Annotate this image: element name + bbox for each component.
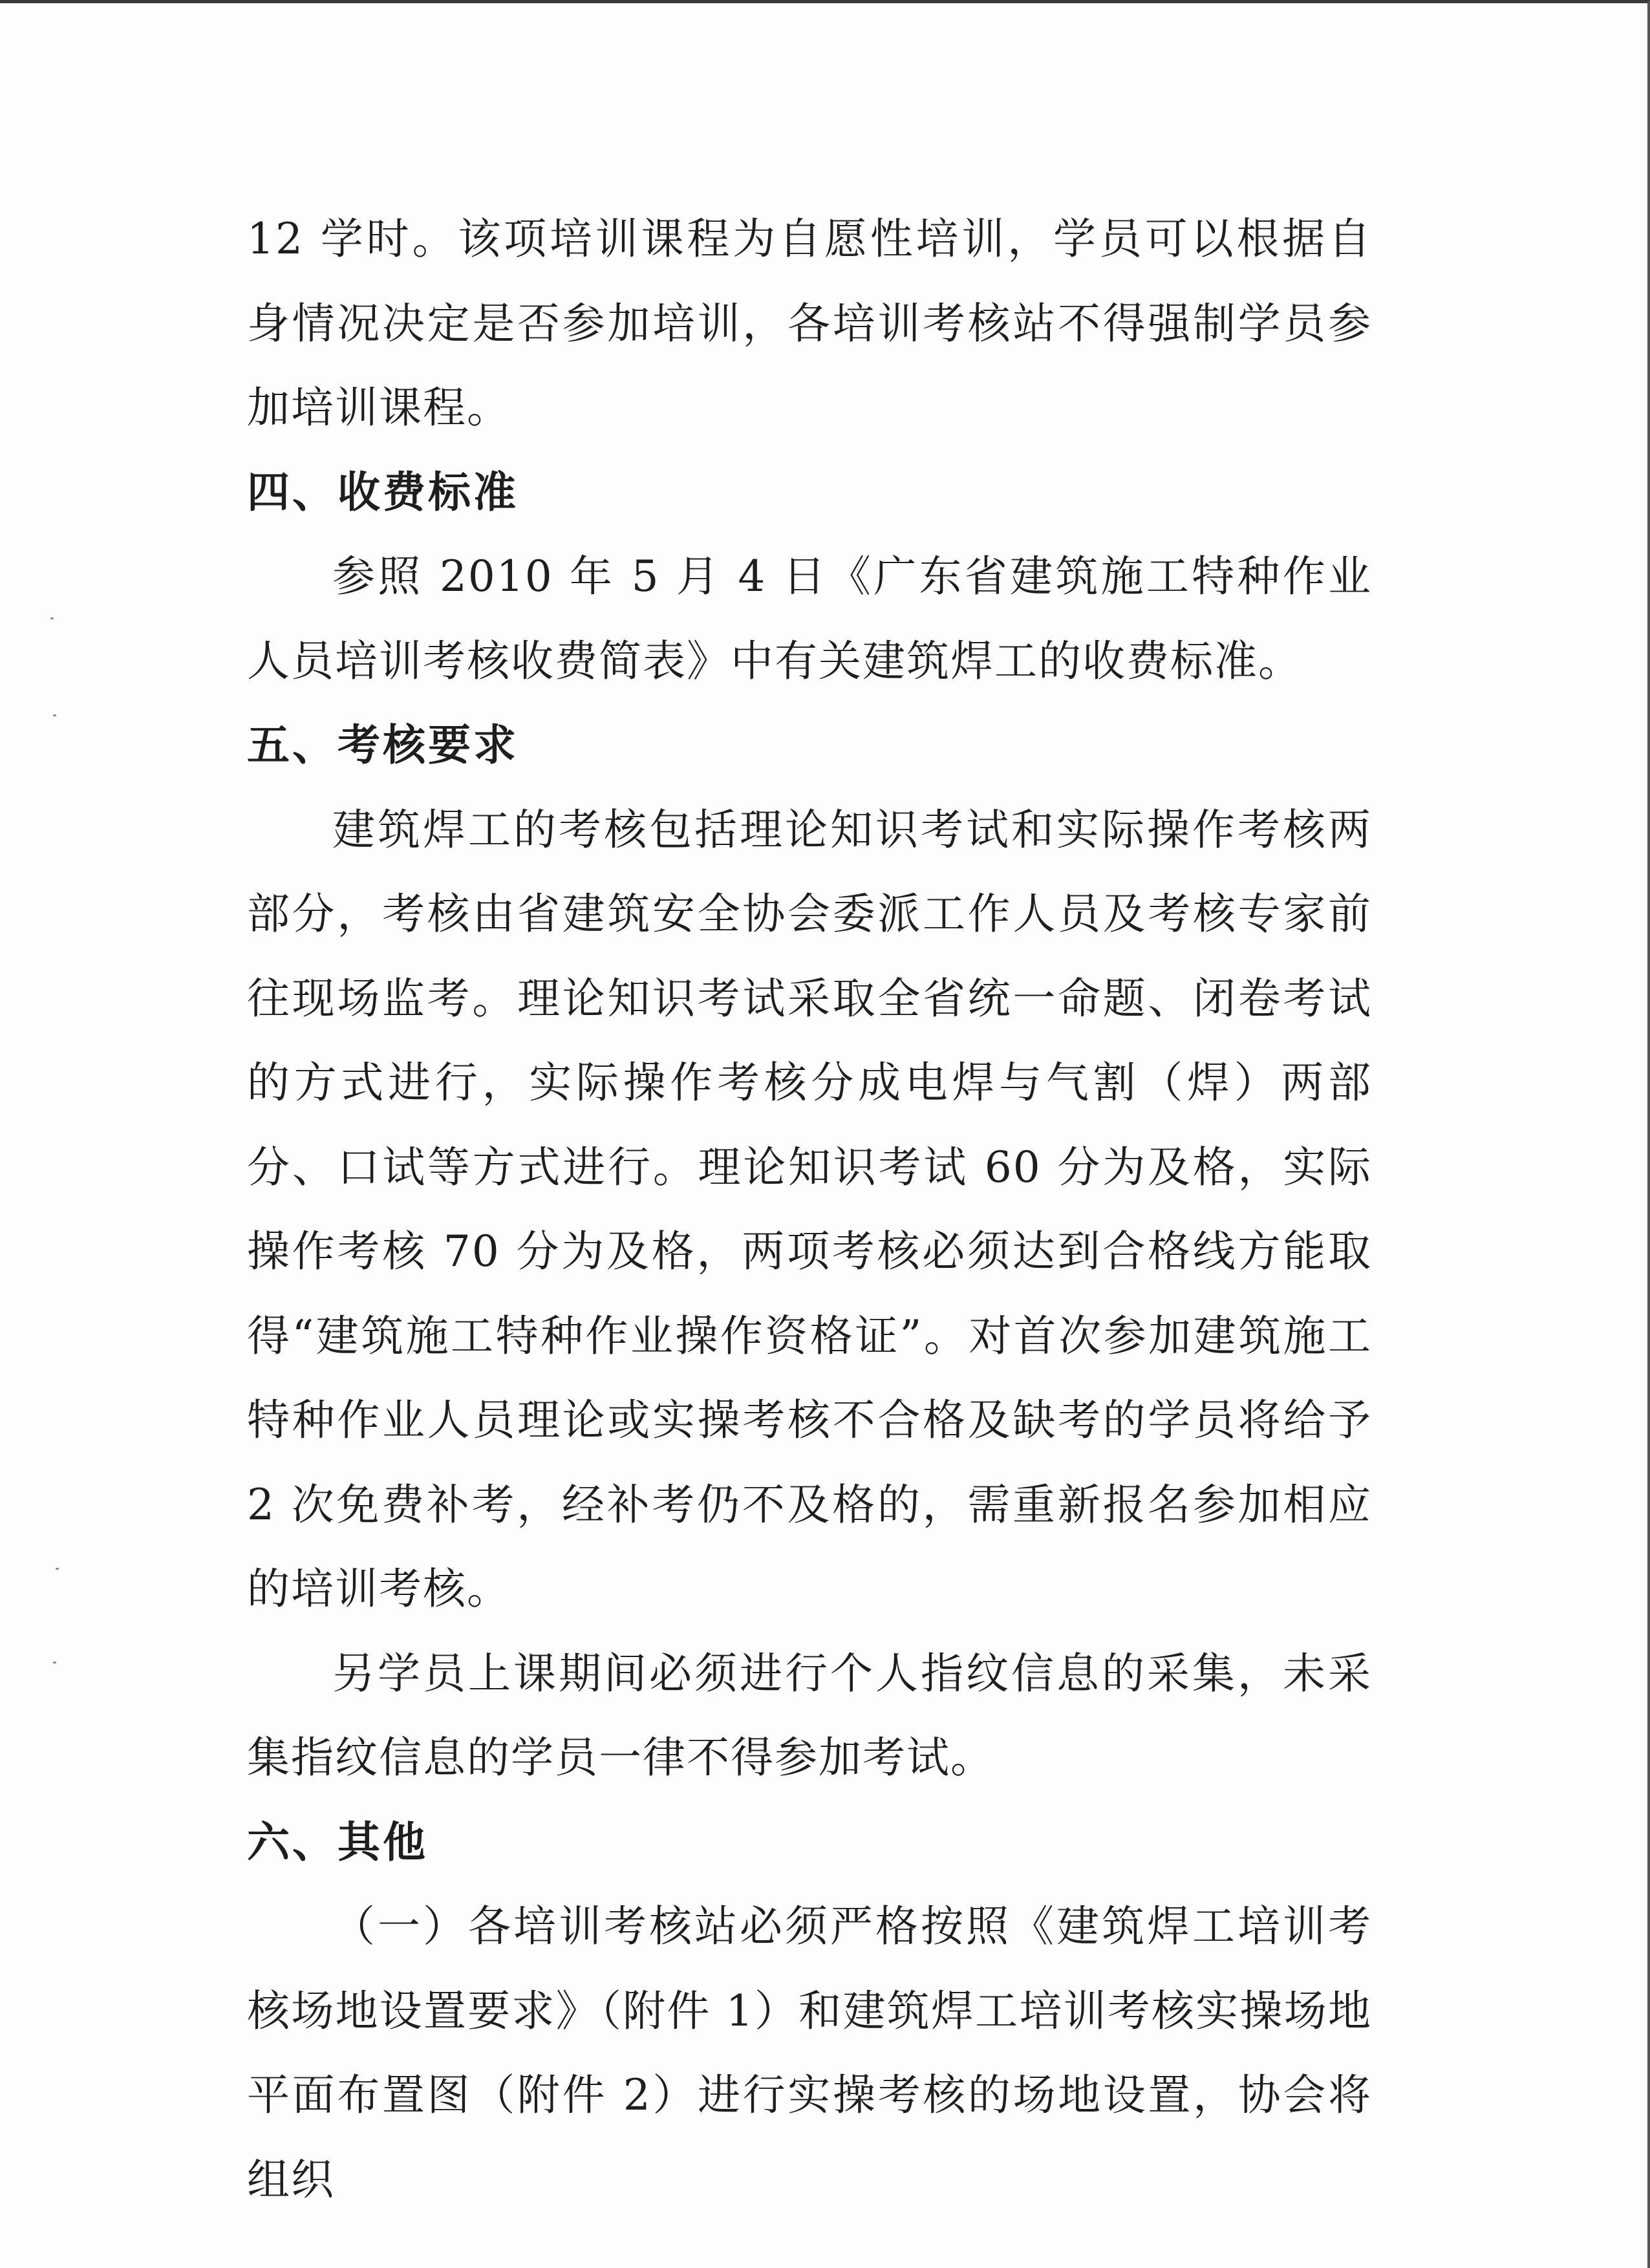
paragraph-fingerprint: 另学员上课期间必须进行个人指纹信息的采集，未采集指纹信息的学员一律不得参加考试。 xyxy=(247,1648,1372,1782)
scan-speck xyxy=(53,1662,56,1664)
document-body xyxy=(247,197,1372,2222)
paragraph-training-hours: 12 学时。该项培训课程为自愿性培训，学员可以根据自身情况决定是否参加培训，各培训考核站不得强制学员参加培训课程。 xyxy=(247,214,1372,433)
scan-speck xyxy=(50,617,54,619)
scan-speck xyxy=(56,1568,59,1570)
heading-fee-standard: 四、收费标准 xyxy=(247,467,519,517)
paragraph-fee-standard: 参照 2010 年 5 月 4 日《广东省建筑施工特种作业人员培训考核收费简表》中有关建筑焊工的收费标准。 xyxy=(247,551,1372,686)
heading-other: 六、其他 xyxy=(247,1817,428,1867)
paragraph-assessment-details: 建筑焊工的考核包括理论知识考试和实际操作考核两部分，考核由省建筑安全协会委派工作人员及考核专家前往现场监考。理论知识考试采取全省统一命题、闭卷考试的方式进行，实际操作考核分成电焊与气割（焊）两部分、口试等方式进行。理论知识考试 60 分为及格，实际操作考核 70 分为及格，两项考核必须达到合格线方能取得“建筑施工特种作业操作资格证”。对首次参加建筑施工特种作业人员理论或实操考核不合格及缺考的学员将给予 2 次免费补考，经补考仍不及格的，需重新报名参加相应的培训考核。 xyxy=(247,804,1372,1614)
scan-speck xyxy=(53,714,56,716)
heading-assessment-requirements: 五、考核要求 xyxy=(247,720,519,770)
paragraph-site-setup: （一）各培训考核站必须严格按照《建筑焊工培训考核场地设置要求》（附件 1）和建筑焊工培训考核实操场地平面布置图（附件 2）进行实操考核的场地设置，协会将组织 xyxy=(247,1901,1372,2205)
